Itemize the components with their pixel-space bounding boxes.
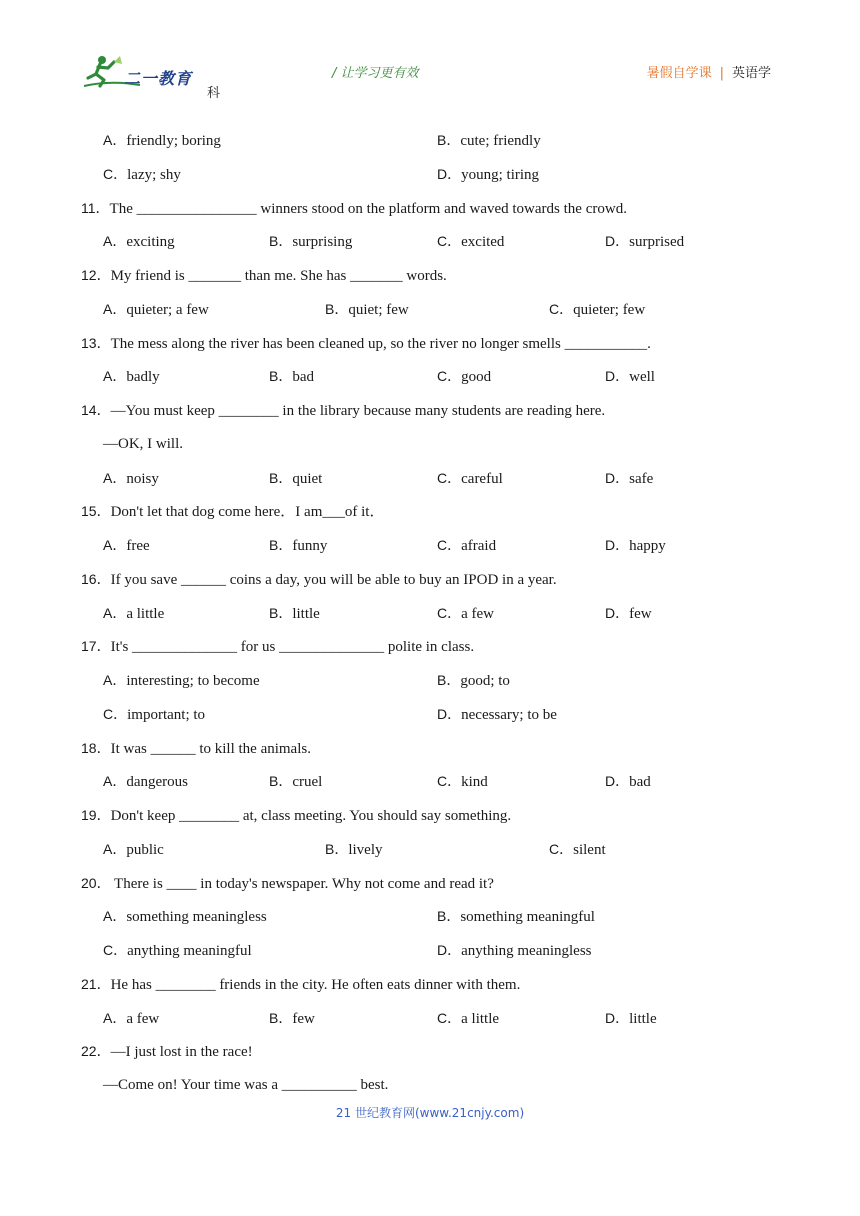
question-stem: [0, 398, 860, 422]
option-text: quiet: [292, 470, 323, 487]
option-text: noisy: [126, 470, 159, 487]
option-letter: B．: [269, 537, 293, 553]
question-stem: [0, 263, 860, 287]
option-letter: C．: [103, 705, 128, 722]
option-text: friendly; boring: [126, 133, 221, 149]
option-text: important; to: [127, 706, 206, 723]
option-letter: D．: [605, 233, 630, 250]
option-letter: C．: [437, 469, 462, 486]
option-letter: A．: [103, 840, 127, 857]
option-letter: A．: [103, 300, 127, 317]
question-stem-text: It's ______________ for us ______________ polite in class.: [110, 639, 475, 656]
option-letter: D．: [437, 165, 462, 182]
option-text: happy: [629, 538, 666, 554]
answer-option: [605, 364, 655, 389]
answer-option: [437, 938, 592, 963]
answer-option: [103, 162, 181, 187]
question-number: 19．: [81, 807, 111, 823]
question-stem: [0, 972, 860, 996]
header-slogan: / 让学习更有效: [332, 66, 419, 81]
option-row: [0, 837, 860, 861]
question-number: 17．: [81, 638, 111, 655]
answer-option: [605, 466, 653, 491]
option-letter: B．: [437, 132, 461, 148]
option-text: a few: [461, 605, 495, 622]
question-stem: [0, 803, 860, 827]
option-letter: B．: [269, 773, 293, 790]
question-text: [81, 263, 447, 288]
answer-option: [605, 229, 684, 254]
answer-option: [437, 668, 510, 693]
option-letter: B．: [269, 368, 293, 385]
question-stem-text: —I just lost in the race!: [110, 1044, 253, 1061]
subject-label: 英语学: [731, 66, 771, 81]
option-text: little: [629, 1010, 657, 1027]
question-text: [81, 398, 605, 423]
option-text: young; tiring: [461, 166, 540, 183]
answer-option: [103, 466, 159, 491]
question-stem: [0, 871, 860, 895]
option-letter: C．: [437, 233, 462, 250]
option-letter: C．: [549, 300, 574, 317]
option-text: safe: [629, 470, 654, 487]
option-text: a few: [126, 1010, 160, 1027]
option-letter: C．: [437, 773, 462, 790]
question-number: 18．: [81, 739, 111, 756]
answer-option: [325, 297, 409, 322]
option-text: kind: [461, 774, 488, 791]
answer-option: [437, 229, 504, 254]
option-letter: D．: [605, 773, 630, 790]
option-letter: C．: [437, 537, 462, 553]
answer-option: [269, 229, 352, 254]
question-stem-text: The ________________ winners stood on the platform and waved towards the crowd.: [109, 200, 627, 217]
answer-option: [103, 128, 221, 153]
option-text: excited: [461, 234, 505, 251]
header-course-info: [647, 62, 771, 81]
question-text: [81, 871, 494, 896]
option-text: few: [292, 1010, 315, 1027]
question-number: 14．: [81, 402, 111, 418]
answer-option: [269, 1006, 315, 1031]
question-text: [81, 736, 311, 761]
question-number: 16．: [81, 570, 111, 587]
question-stem-text: Don't let that dog come here．I am___of it．: [110, 504, 385, 521]
option-text: quiet; few: [348, 301, 409, 318]
option-text: good; to: [460, 673, 510, 689]
option-text: little: [292, 605, 320, 622]
answer-option: [269, 364, 314, 389]
page-footer: 21 世纪教育网(www.21cnjy.com): [335, 1106, 525, 1120]
answer-option: [605, 601, 652, 626]
option-letter: A．: [103, 908, 127, 925]
option-letter: D．: [605, 368, 630, 385]
question-stem: [0, 499, 860, 523]
dialogue-line: —OK, I will.: [103, 435, 183, 452]
option-row: [0, 533, 860, 557]
option-letter: B．: [437, 908, 461, 925]
option-letter: A．: [103, 537, 127, 553]
option-letter: D．: [605, 537, 630, 553]
question-text: [81, 1039, 253, 1064]
question-stem-text: He has ________ friends in the city. He often eats dinner with them.: [110, 976, 521, 993]
option-row: [0, 938, 860, 962]
option-text: well: [629, 369, 655, 386]
question-stem: [0, 1039, 860, 1063]
option-text: bad: [629, 774, 651, 791]
option-letter: A．: [103, 132, 127, 148]
option-text: free: [126, 538, 150, 554]
option-text: surprising: [292, 234, 353, 251]
option-row: [0, 162, 860, 186]
option-text: something meaningless: [126, 909, 267, 926]
answer-option: [437, 769, 488, 794]
option-row: [0, 364, 860, 388]
option-text: something meaningful: [460, 909, 595, 926]
answer-option: [103, 1006, 159, 1031]
option-text: funny: [292, 538, 328, 554]
answer-option: [103, 938, 252, 963]
answer-option: [269, 601, 320, 626]
brand-name: 二一教育: [124, 69, 193, 88]
question-text: [81, 499, 384, 524]
question-stem: [0, 196, 860, 220]
option-letter: A．: [103, 368, 127, 385]
answer-option: [605, 533, 666, 558]
option-letter: B．: [269, 1009, 293, 1026]
option-letter: C．: [549, 840, 574, 857]
question-number: 21．: [81, 975, 111, 992]
option-letter: A．: [103, 672, 127, 688]
question-text: [81, 567, 557, 592]
option-row: [0, 668, 860, 692]
question-text: [81, 196, 627, 221]
option-letter: B．: [325, 840, 349, 857]
answer-option: [437, 162, 539, 187]
question-stem: [0, 736, 860, 760]
option-letter: A．: [103, 469, 127, 486]
option-letter: A．: [103, 233, 127, 250]
option-row: [0, 229, 860, 253]
answer-option: [103, 668, 260, 693]
question-stem-text: There is ____ in today's newspaper. Why not come and read it?: [110, 875, 494, 892]
question-number: 11．: [81, 199, 110, 216]
option-row: [0, 904, 860, 928]
option-text: a little: [461, 1010, 500, 1027]
option-letter: A．: [103, 604, 127, 621]
question-stem-text: The mess along the river has been cleaned up, so the river no longer smells ___________.: [110, 335, 651, 352]
question-text: [81, 634, 474, 659]
answer-option: [103, 904, 267, 929]
question-stem: [0, 567, 860, 591]
option-letter: D．: [605, 604, 630, 621]
header-separator: |: [719, 66, 724, 81]
option-text: silent: [573, 841, 606, 858]
option-text: dangerous: [126, 774, 188, 791]
option-letter: D．: [605, 469, 630, 486]
question-number: 12．: [81, 267, 111, 283]
answer-option: [103, 364, 160, 389]
question-stem: [0, 331, 860, 355]
option-text: careful: [461, 470, 503, 487]
answer-option: [437, 904, 595, 929]
option-text: good: [461, 369, 492, 386]
option-row: [0, 601, 860, 625]
option-row: [0, 702, 860, 726]
option-letter: C．: [103, 942, 128, 958]
answer-option: [269, 466, 322, 491]
option-row: [0, 1006, 860, 1030]
page-header: [0, 0, 860, 110]
dialogue-line: —Come on! Your time was a __________ best.: [103, 1077, 389, 1093]
question-stem: [0, 634, 860, 658]
answer-option: [325, 837, 383, 862]
answer-option: [103, 297, 209, 322]
answer-option: [437, 601, 494, 626]
option-text: exciting: [126, 234, 175, 251]
question-stem-text: It was ______ to kill the animals.: [110, 740, 311, 757]
question-stem-text: Don't keep ________ at, class meeting. You should say something.: [110, 808, 512, 824]
answer-option: [437, 702, 557, 727]
option-text: necessary; to be: [461, 706, 557, 723]
option-letter: C．: [437, 1009, 462, 1026]
option-letter: C．: [437, 368, 462, 385]
option-text: badly: [126, 369, 160, 386]
question-stem-text: If you save ______ coins a day, you will be able to buy an IPOD in a year.: [110, 571, 557, 588]
option-letter: A．: [103, 773, 127, 790]
option-text: anything meaningful: [127, 943, 252, 959]
question-stem-text: My friend is _______ than me. She has _______ words.: [110, 268, 447, 284]
option-letter: D．: [437, 705, 462, 722]
option-text: lively: [348, 841, 383, 858]
option-text: afraid: [461, 538, 497, 554]
answer-option: [269, 533, 327, 558]
option-letter: A．: [103, 1009, 127, 1026]
option-letter: B．: [269, 233, 293, 250]
option-text: quieter; few: [573, 301, 646, 318]
answer-option: [437, 466, 503, 491]
option-text: bad: [292, 369, 315, 386]
answer-option: [549, 837, 606, 862]
option-letter: B．: [269, 469, 293, 486]
option-text: surprised: [629, 234, 685, 251]
option-text: public: [126, 841, 164, 858]
header-subject-suffix: 科: [207, 86, 221, 101]
option-text: a little: [126, 605, 165, 622]
option-text: few: [629, 605, 652, 622]
answer-option: [437, 364, 491, 389]
answer-option: [437, 533, 496, 558]
answer-option: [103, 229, 175, 254]
answer-option: [437, 128, 541, 153]
answer-option: [605, 769, 651, 794]
course-label: 暑假自学课: [646, 66, 712, 81]
option-letter: C．: [103, 165, 128, 182]
question-stem-continuation: [0, 432, 860, 456]
option-text: interesting; to become: [126, 673, 260, 689]
question-number: 20．: [81, 874, 111, 891]
option-letter: D．: [605, 1009, 630, 1026]
answer-option: [605, 1006, 657, 1031]
question-text: [81, 803, 511, 828]
option-letter: D．: [437, 942, 462, 958]
option-letter: B．: [437, 672, 461, 688]
option-letter: C．: [437, 604, 462, 621]
question-number: 13．: [81, 334, 111, 351]
question-number: 22．: [81, 1043, 111, 1060]
answer-option: [103, 837, 164, 862]
answer-option: [549, 297, 645, 322]
answer-option: [103, 533, 150, 558]
option-text: quieter; a few: [126, 301, 209, 318]
option-row: [0, 128, 860, 152]
option-row: [0, 297, 860, 321]
option-row: [0, 466, 860, 490]
answer-option: [103, 601, 164, 626]
option-letter: B．: [269, 604, 293, 621]
question-stem-text: —You must keep ________ in the library because many students are reading here.: [110, 403, 606, 419]
answer-option: [269, 769, 322, 794]
question-stem-continuation: [0, 1073, 860, 1097]
question-text: [81, 972, 520, 997]
option-text: lazy; shy: [127, 166, 181, 183]
answer-option: [103, 702, 205, 727]
option-letter: B．: [325, 300, 349, 317]
option-row: [0, 769, 860, 793]
answer-option: [437, 1006, 499, 1031]
answer-option: [103, 769, 188, 794]
option-text: cute; friendly: [460, 133, 541, 149]
question-text: [81, 331, 651, 356]
option-text: cruel: [292, 774, 323, 791]
option-text: anything meaningless: [461, 943, 592, 959]
question-number: 15．: [81, 503, 111, 520]
